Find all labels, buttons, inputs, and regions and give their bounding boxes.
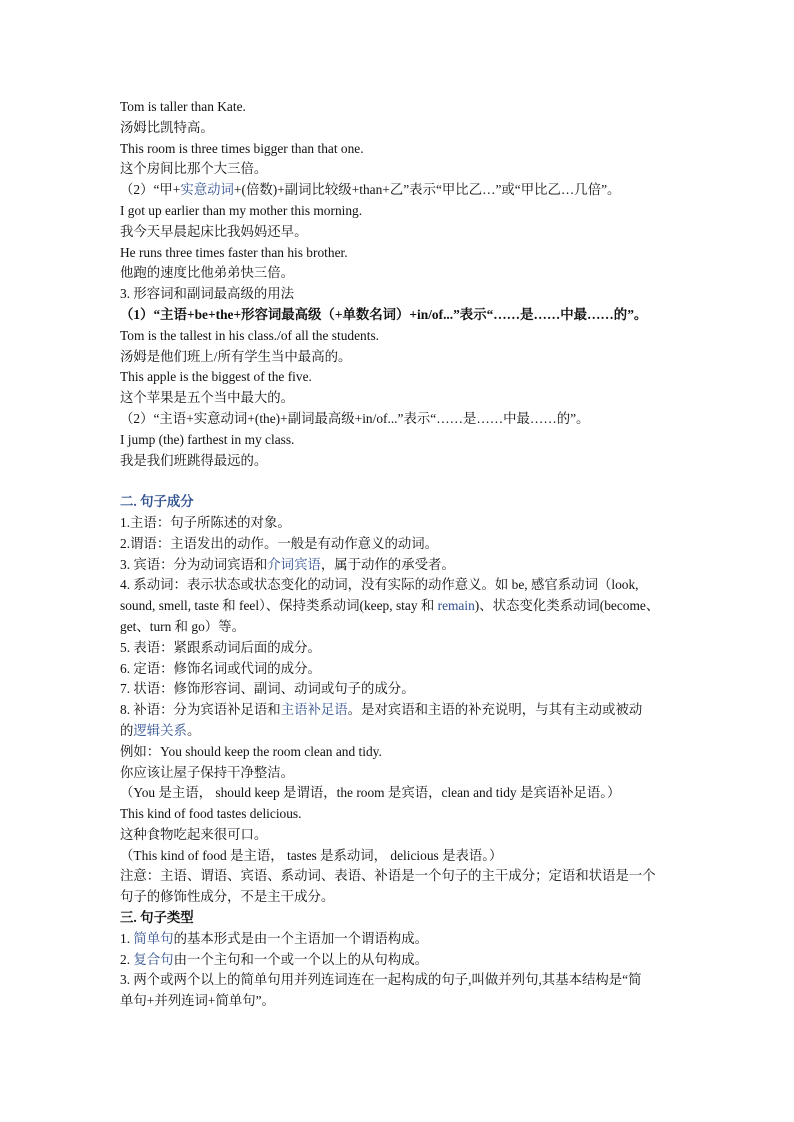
definition-text: 8. 补语：分为宾语补足语和	[120, 702, 281, 718]
example-sentence: He runs three times faster than his brother.	[120, 244, 348, 260]
definition-text: 。是对宾语和主语的补充说明，与其有主动或被动	[347, 702, 643, 718]
example-translation: 这个房间比那个大三倍。	[120, 161, 268, 177]
definition-line: 5. 表语：紧跟系动词后面的成分。	[120, 639, 321, 655]
rule-text: +(倍数)+副词比较级+than+乙”表示“甲比乙…”或“甲比乙…几倍”。	[233, 182, 621, 198]
definition-line	[120, 950, 680, 971]
definition-line: 3. 两个或两个以上的简单句用并列连词连在一起构成的句子,叫做并列句,其基本结构是“简	[120, 972, 642, 988]
example-sentence: Tom is the tallest in his class./of all the students.	[120, 327, 380, 343]
section-heading: 二. 句子成分	[120, 494, 194, 510]
example-analysis: （This kind of food 是主语， tastes 是系动词， delicious 是表语。）	[120, 847, 503, 863]
definition-line	[120, 721, 680, 742]
note-line: 注意：主语、谓语、宾语、系动词、表语、补语是一个句子的主干成分；定语和状语是一个	[120, 868, 656, 884]
rule-line	[120, 180, 680, 201]
definition-line	[120, 555, 680, 576]
example-sentence: I got up earlier than my mother this morning.	[120, 202, 363, 218]
example-translation: 这种食物吃起来很可口。	[120, 826, 268, 842]
example-translation: 他跑的速度比他弟弟快三倍。	[120, 265, 295, 281]
example-sentence: This kind of food tastes delicious.	[120, 806, 302, 822]
rule-line-bold: （1）“主语+be+the+形容词最高级（+单数名词）+in/of...”表示“……是……中最……的”。	[120, 306, 648, 322]
definition-line: 2.谓语：主语发出的动作。一般是有动作意义的动词。	[120, 535, 439, 551]
definition-text: 1.	[120, 930, 134, 946]
example-sentence: 例如：You should keep the room clean and tidy.	[120, 743, 382, 759]
definition-line: 单句+并列连词+简单句”。	[120, 993, 275, 1009]
definition-text: 。	[186, 722, 201, 738]
rule-text: （2）“甲+	[120, 182, 181, 198]
rule-line: （2）“主语+实意动词+(the)+副词最高级+in/of...”表示“……是……中最……的”。	[120, 410, 590, 426]
term-link[interactable]: 实意动词	[180, 182, 234, 198]
document-content	[120, 97, 680, 1012]
term-link[interactable]: 复合句	[133, 951, 174, 967]
note-line: 句子的修饰性成分，不是主干成分。	[120, 889, 335, 905]
term-link[interactable]: 简单句	[133, 930, 174, 946]
definition-text: 由一个主句和一个或一个以上的从句构成。	[173, 951, 428, 967]
example-sentence: This room is three times bigger than that one.	[120, 140, 364, 156]
section-heading: 三. 句子类型	[120, 910, 194, 926]
definition-line: 6. 定语：修饰名词或代词的成分。	[120, 660, 321, 676]
term-link[interactable]: remain	[437, 598, 475, 614]
example-translation: 我今天早晨起床比我妈妈还早。	[120, 223, 308, 239]
example-sentence: I jump (the) farthest in my class.	[120, 431, 295, 447]
definition-text: 2.	[120, 951, 134, 967]
definition-text: )、状态变化类系动词(become、	[474, 598, 660, 614]
example-translation: 你应该让屋子保持干净整洁。	[120, 764, 295, 780]
term-link[interactable]: 介词宾语	[267, 556, 321, 572]
definition-line: 1.主语：句子所陈述的对象。	[120, 514, 291, 530]
definition-text: 的基本形式是由一个主语加一个谓语构成。	[173, 930, 428, 946]
example-translation: 这个苹果是五个当中最大的。	[120, 390, 295, 406]
example-translation: 我是我们班跳得最远的。	[120, 452, 268, 468]
definition-line: 7. 状语：修饰形容词、副词、动词或句子的成分。	[120, 681, 415, 697]
definition-text: 的	[120, 722, 134, 738]
example-translation: 汤姆是他们班上/所有学生当中最高的。	[120, 348, 352, 364]
definition-text: sound, smell, taste 和 feel）、保持类系动词(keep, stay 和	[120, 598, 438, 614]
definition-text: ，属于动作的承受者。	[320, 556, 455, 572]
example-sentence: This apple is the biggest of the five.	[120, 369, 312, 385]
spacer	[120, 471, 680, 492]
definition-text: 3. 宾语：分为动词宾语和	[120, 556, 268, 572]
definition-line	[120, 596, 680, 617]
example-analysis: （You 是主语， should keep 是谓语，the room 是宾语，clean and tidy 是宾语补足语。）	[120, 785, 621, 801]
definition-line	[120, 929, 680, 950]
example-translation: 汤姆比凯特高。	[120, 119, 214, 135]
term-link[interactable]: 逻辑关系	[133, 722, 187, 738]
definition-line	[120, 700, 680, 721]
term-link[interactable]: 主语补足语	[280, 702, 348, 718]
subheading: 3. 形容词和副词最高级的用法	[120, 286, 295, 302]
definition-line: get、turn 和 go）等。	[120, 618, 245, 634]
example-sentence: Tom is taller than Kate.	[120, 99, 246, 114]
definition-line: 4. 系动词：表示状态或状态变化的动词，没有实际的动作意义。如 be, 感官系动词（look,	[120, 577, 639, 593]
